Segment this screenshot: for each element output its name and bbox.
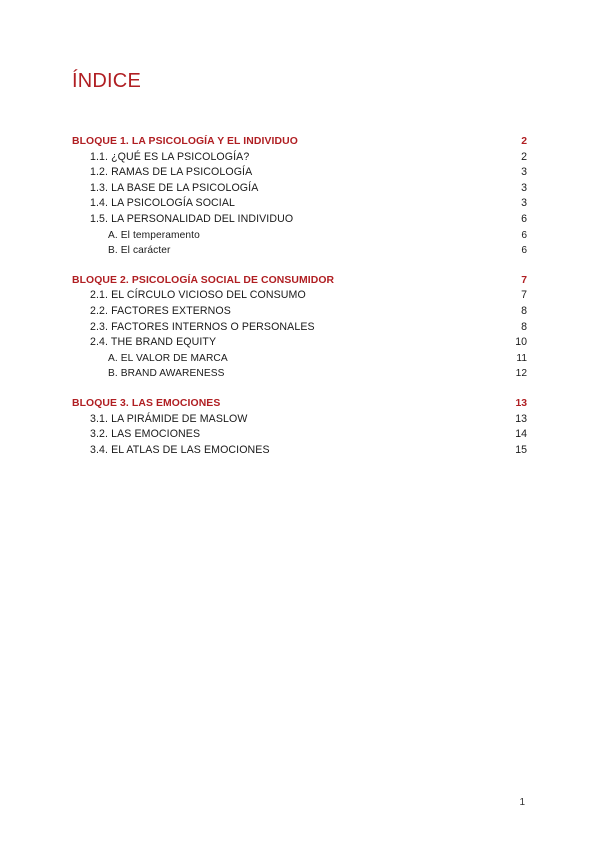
toc-heading-page: 2 (521, 136, 527, 147)
toc-entry[interactable] (72, 165, 527, 181)
toc-entry-page: 12 (515, 368, 527, 380)
toc-entry-page: 6 (521, 229, 527, 241)
toc-entry-page: 10 (515, 336, 527, 349)
toc-block (72, 396, 527, 458)
toc-entry-label: 3.2. LAS EMOCIONES (90, 428, 201, 441)
toc-entry-page: 11 (516, 352, 527, 364)
toc-entry[interactable] (72, 427, 527, 443)
toc-entry[interactable] (72, 196, 527, 212)
toc-block-heading[interactable] (72, 273, 527, 289)
toc-block (72, 273, 527, 382)
toc-entry-label: 1.3. LA BASE DE LA PSICOLOGÍA (90, 181, 259, 194)
toc-heading-label: BLOQUE 3. LAS EMOCIONES (72, 397, 221, 409)
toc-entry[interactable] (72, 212, 527, 228)
toc-entry-page: 13 (515, 412, 527, 425)
table-of-contents (72, 134, 527, 472)
toc-entry[interactable] (72, 366, 527, 382)
toc-heading-label: BLOQUE 1. LA PSICOLOGÍA Y EL INDIVIDUO (72, 136, 298, 147)
toc-entry-page: 15 (515, 443, 527, 456)
toc-entry-page: 14 (515, 428, 527, 441)
toc-entry-page: 3 (521, 166, 527, 179)
toc-entry-label: B. BRAND AWARENESS (108, 368, 225, 380)
toc-entry-label: A. EL VALOR DE MARCA (108, 352, 228, 364)
toc-entry-page: 2 (521, 150, 527, 163)
toc-entry[interactable] (72, 335, 527, 351)
toc-entry-label: A. El temperamento (108, 229, 200, 241)
toc-entry[interactable] (72, 304, 527, 320)
toc-entry[interactable] (72, 320, 527, 336)
toc-entry[interactable] (72, 243, 527, 259)
toc-entry[interactable] (72, 181, 527, 197)
toc-entry-page: 7 (521, 289, 527, 302)
toc-entry-label: 2.3. FACTORES INTERNOS O PERSONALES (90, 320, 315, 333)
toc-entry-label: 1.1. ¿QUÉ ES LA PSICOLOGÍA? (90, 150, 250, 163)
toc-heading-page: 7 (521, 274, 527, 286)
toc-entry-label: 1.5. LA PERSONALIDAD DEL INDIVIDUO (90, 212, 294, 225)
page-title: ÍNDICE (72, 70, 141, 92)
toc-entry-page: 8 (521, 320, 527, 333)
toc-entry-label: 2.4. THE BRAND EQUITY (90, 336, 217, 349)
toc-heading-label: BLOQUE 2. PSICOLOGÍA SOCIAL DE CONSUMIDOR (72, 274, 335, 286)
toc-entry-page: 3 (521, 181, 527, 194)
toc-entry-page: 6 (521, 245, 527, 257)
toc-entry-label: 3.4. EL ATLAS DE LAS EMOCIONES (90, 443, 270, 456)
toc-block-heading[interactable] (72, 396, 527, 412)
toc-entry[interactable] (72, 288, 527, 304)
toc-entry[interactable] (72, 228, 527, 244)
toc-block-heading[interactable] (72, 134, 527, 150)
toc-entry-page: 3 (521, 197, 527, 210)
toc-entry-page: 8 (521, 304, 527, 317)
toc-entry-label: 2.2. FACTORES EXTERNOS (90, 304, 231, 317)
toc-entry-page: 6 (521, 212, 527, 225)
toc-entry-label: 1.2. RAMAS DE LA PSICOLOGÍA (90, 166, 253, 179)
toc-entry-label: 1.4. LA PSICOLOGÍA SOCIAL (90, 197, 235, 210)
toc-entry-label: 2.1. EL CÍRCULO VICIOSO DEL CONSUMO (90, 289, 306, 302)
toc-entry-label: B. El carácter (108, 245, 171, 257)
toc-entry-label: 3.1. LA PIRÁMIDE DE MASLOW (90, 412, 248, 425)
page-number: 1 (519, 797, 525, 808)
toc-block (72, 134, 527, 259)
toc-entry[interactable] (72, 443, 527, 459)
toc-entry[interactable] (72, 150, 527, 166)
toc-heading-page: 13 (515, 397, 527, 409)
toc-entry[interactable] (72, 412, 527, 428)
toc-entry[interactable] (72, 351, 527, 367)
